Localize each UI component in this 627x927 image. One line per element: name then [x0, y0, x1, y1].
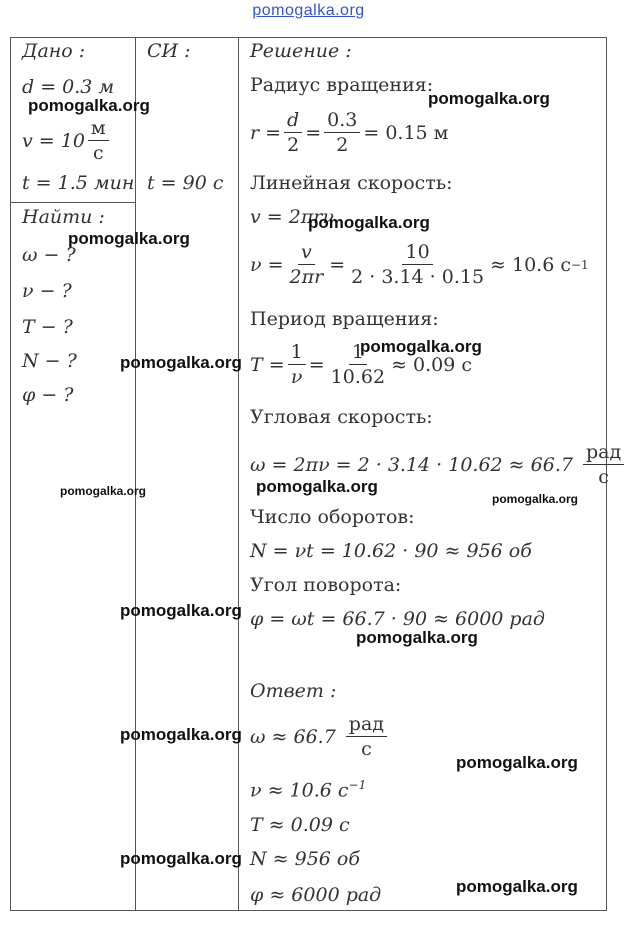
find-header: Найти : [22, 206, 105, 228]
given-header: Дано : [22, 40, 86, 62]
given-v-unit-den: с [92, 142, 104, 164]
nu-eq: = [329, 253, 346, 276]
answer-omega [250, 712, 390, 761]
nu-frac-2 [348, 240, 487, 289]
si-header: СИ : [147, 40, 191, 62]
r-frac-2-num: 0.3 [324, 108, 360, 133]
answer-nu-exponent: −1 [348, 778, 367, 792]
find-item-T: T − ? [22, 316, 73, 338]
given-t: t = 1.5 мин [22, 172, 135, 194]
watermark: pomogalka.org [360, 337, 482, 356]
column-divider-2 [238, 38, 239, 910]
answer-header: Ответ : [250, 680, 337, 702]
column-divider-1 [135, 38, 136, 910]
given-v-unit [88, 116, 109, 165]
turns-label: Число оборотов: [250, 506, 415, 528]
watermark: pomogalka.org [120, 601, 242, 620]
r-eq: = [305, 121, 322, 144]
nu-frac-1 [287, 240, 327, 289]
T-frac-2-den: 10.62 [330, 366, 386, 388]
given-v [22, 116, 112, 165]
si-t: t = 90 с [147, 172, 224, 194]
watermark: pomogalka.org [60, 484, 147, 498]
T-lhs: T = [250, 353, 285, 376]
radius-label: Радиус вращения: [250, 74, 434, 96]
watermark: pomogalka.org [456, 753, 578, 772]
nu-frac-2-num: 10 [402, 240, 432, 265]
watermark: pomogalka.org [492, 492, 579, 506]
nu-formula [250, 240, 589, 289]
r-result: = 0.15 м [363, 121, 449, 144]
answer-omega-value: ω ≈ 66.7 [250, 725, 336, 748]
v-formula: v = 2πrν [250, 206, 334, 228]
site-link[interactable]: pomogalka.org [252, 2, 365, 19]
answer-phi: φ ≈ 6000 рад [250, 884, 382, 906]
nu-exponent: −1 [571, 257, 589, 272]
watermark: pomogalka.org [356, 628, 478, 647]
given-d: d = 0.3 м [22, 76, 115, 98]
T-result: ≈ 0.09 с [391, 353, 473, 376]
nu-frac-2-den: 2 · 3.14 · 0.15 [351, 266, 485, 288]
watermark: pomogalka.org [68, 229, 190, 248]
find-item-nu: ν − ? [22, 280, 72, 302]
N-formula: N = νt = 10.62 · 90 ≈ 956 об [250, 540, 532, 562]
omega-unit-den: с [598, 466, 609, 488]
watermark: pomogalka.org [120, 353, 242, 372]
r-frac-1-num: d [284, 108, 302, 133]
answer-omega-unit [346, 712, 387, 761]
radius-formula [250, 108, 448, 157]
period-label: Период вращения: [250, 308, 439, 330]
T-frac-1-den: ν [290, 366, 303, 388]
r-frac-1 [284, 108, 302, 157]
answer-omega-unit-den: с [361, 738, 372, 760]
watermark: pomogalka.org [120, 725, 242, 744]
watermark: pomogalka.org [308, 213, 430, 232]
answer-nu [250, 778, 366, 801]
omega-expression: ω = 2πν = 2 · 3.14 · 10.62 ≈ 66.7 [250, 453, 573, 476]
nu-frac-1-den: 2πr [289, 266, 324, 288]
nu-lhs: ν = [250, 253, 284, 276]
r-frac-1-den: 2 [287, 134, 300, 156]
r-frac-2 [324, 108, 360, 157]
r-lhs: r = [250, 121, 282, 144]
find-item-omega: ω − ? [22, 244, 76, 266]
linear-label: Линейная скорость: [250, 172, 453, 194]
given-v-value: v = 10 [22, 129, 85, 152]
nu-result: ≈ 10.6 с [490, 253, 571, 276]
find-item-N: N − ? [22, 350, 77, 372]
omega-unit [583, 440, 624, 489]
angle-label: Угол поворота: [250, 574, 402, 596]
nu-frac-1-num: v [298, 240, 315, 265]
given-v-unit-num: м [88, 116, 109, 141]
given-find-divider [11, 202, 135, 203]
watermark: pomogalka.org [28, 96, 150, 115]
watermark: pomogalka.org [456, 877, 578, 896]
T-frac-1 [288, 340, 306, 389]
watermark: pomogalka.org [256, 477, 378, 496]
answer-T: T ≈ 0.09 с [250, 814, 350, 836]
phi-formula: φ = ωt = 66.7 · 90 ≈ 6000 рад [250, 608, 545, 630]
angular-label: Угловая скорость: [250, 406, 433, 428]
find-item-phi: φ − ? [22, 384, 74, 406]
answer-nu-value: ν ≈ 10.6 с [250, 779, 349, 802]
answer-N: N ≈ 956 об [250, 848, 360, 870]
T-eq: = [308, 353, 325, 376]
T-frac-2-num: 1 [349, 340, 367, 365]
omega-unit-num: рад [583, 440, 624, 465]
watermark: pomogalka.org [120, 849, 242, 868]
answer-omega-unit-num: рад [346, 712, 387, 737]
T-frac-1-num: 1 [288, 340, 306, 365]
watermark: pomogalka.org [428, 89, 550, 108]
solution-header: Решение : [250, 40, 352, 62]
r-frac-2-den: 2 [336, 134, 349, 156]
